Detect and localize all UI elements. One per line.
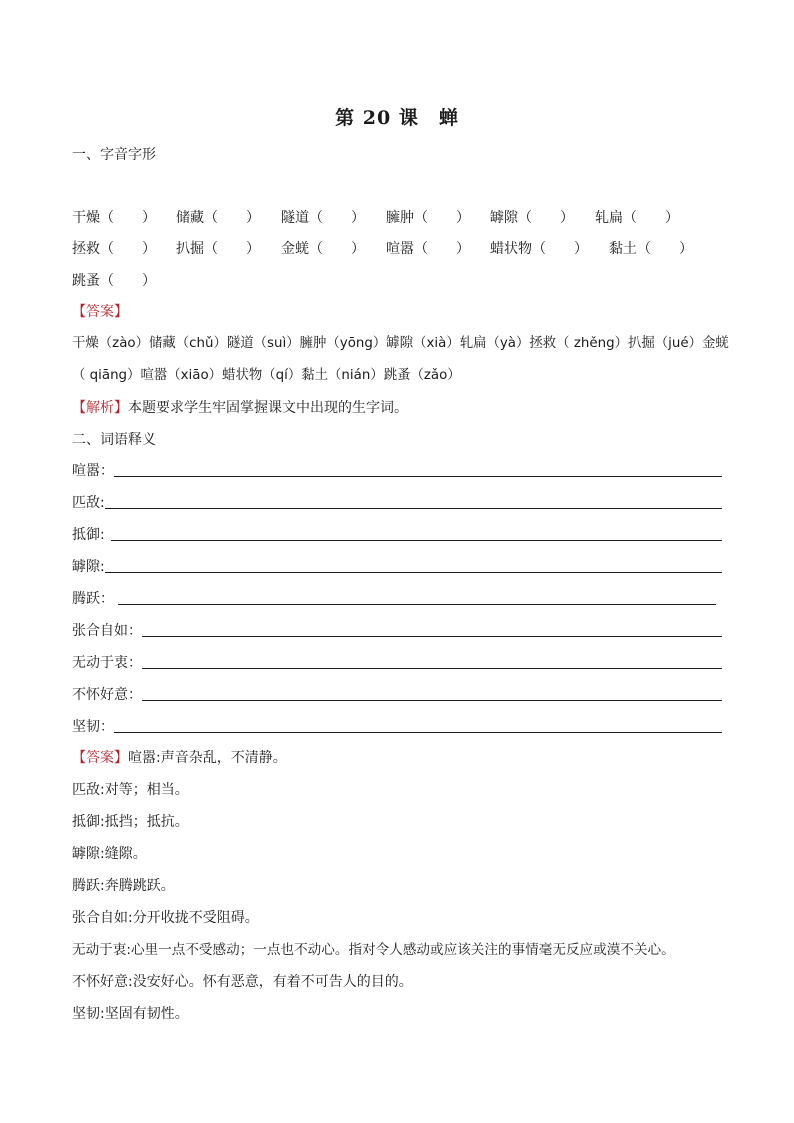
pinyin-item: 跳蚤（ ） (72, 273, 156, 289)
section2-heading: 二、词语释义 (72, 432, 156, 448)
term-label: 抵御: (72, 527, 105, 543)
definition-answer: 无动于衷:心里一点不受感动；一点也不动心。指对令人感动或应该关注的事情毫无反应或漠不关心。 (72, 942, 675, 958)
answer-line-2: （ qiāng）喧嚣（xiāo）蜡状物（qí）黏土（nián）跳蚤（zǎo） (72, 368, 461, 383)
term-label: 张合自如： (72, 623, 142, 639)
answer-blank-line[interactable] (118, 604, 716, 605)
pinyin-item: 储藏（ ） (176, 210, 260, 226)
definition-answer: 罅隙:缝隙。 (72, 846, 147, 862)
answer-blank-line[interactable] (111, 540, 722, 541)
answer-blank-line[interactable] (105, 572, 722, 573)
definition-row (72, 490, 722, 512)
answer-blank-line[interactable] (142, 668, 722, 669)
pinyin-item: 蜡状物（ ） (490, 241, 588, 257)
definition-row (72, 650, 722, 672)
definition-answer: 抵御:抵挡；抵抗。 (72, 814, 189, 830)
term-label: 无动于衷： (72, 655, 142, 671)
term-label: 匹敌: (72, 495, 105, 511)
term-label: 不怀好意： (72, 687, 142, 703)
definition-answer: 喧嚣:声音杂乱，不清静。 (128, 750, 287, 766)
pinyin-item: 轧扁（ ） (595, 210, 679, 226)
definition-answer: 张合自如:分开收拢不受阻碍。 (72, 910, 259, 926)
pinyin-item: 拯救（ ） (72, 241, 156, 257)
term-label: 坚韧： (72, 719, 114, 735)
answer-blank-line[interactable] (142, 700, 722, 701)
definition-row (72, 618, 722, 640)
term-label: 腾跃： (72, 591, 114, 607)
definition-row (72, 682, 722, 704)
answer-blank-line[interactable] (114, 476, 722, 477)
pinyin-item: 黏土（ ） (609, 241, 693, 257)
term-label: 罅隙: (72, 559, 105, 575)
answer-blank-line[interactable] (105, 508, 722, 509)
pinyin-item: 干燥（ ） (72, 210, 156, 226)
answer-tag: 【答案】 (72, 304, 128, 320)
definition-answer: 腾跃:奔腾跳跃。 (72, 878, 175, 894)
pinyin-item: 喧嚣（ ） (386, 241, 470, 257)
analysis-text: 本题要求学生牢固掌握课文中出现的生字词。 (128, 400, 408, 416)
definition-row (72, 458, 722, 480)
definition-row (72, 522, 722, 544)
definition-answer: 不怀好意:没安好心。怀有恶意，有着不可告人的目的。 (72, 974, 413, 990)
pinyin-item: 隧道（ ） (281, 210, 365, 226)
answer-line-1: 干燥（zào）储藏（chǔ）隧道（suì）臃肿（yōng）罅隙（xià）轧扁（yà）拯救（ zhěng）扒掘（jué）金蜣 (72, 336, 729, 351)
pinyin-item: 臃肿（ ） (386, 210, 470, 226)
page-title: 第 20 课 蝉 (335, 107, 459, 129)
definition-answer: 坚韧:坚固有韧性。 (72, 1006, 189, 1022)
definition-answer-first (72, 748, 287, 768)
answer-blank-line[interactable] (142, 636, 722, 637)
term-label: 喧嚣： (72, 463, 114, 479)
answer-blank-line[interactable] (114, 732, 722, 733)
definition-row (72, 714, 722, 736)
definition-row (72, 554, 722, 576)
answer-tag: 【答案】 (72, 750, 128, 766)
analysis-paragraph (72, 398, 408, 418)
section1-heading: 一、字音字形 (72, 147, 156, 163)
pinyin-item: 罅隙（ ） (490, 210, 574, 226)
pinyin-item: 扒掘（ ） (176, 241, 260, 257)
pinyin-item: 金蜣（ ） (281, 241, 365, 257)
definition-answer: 匹敌:对等；相当。 (72, 782, 189, 798)
analysis-tag: 【解析】 (72, 400, 128, 416)
definition-row (72, 586, 716, 608)
